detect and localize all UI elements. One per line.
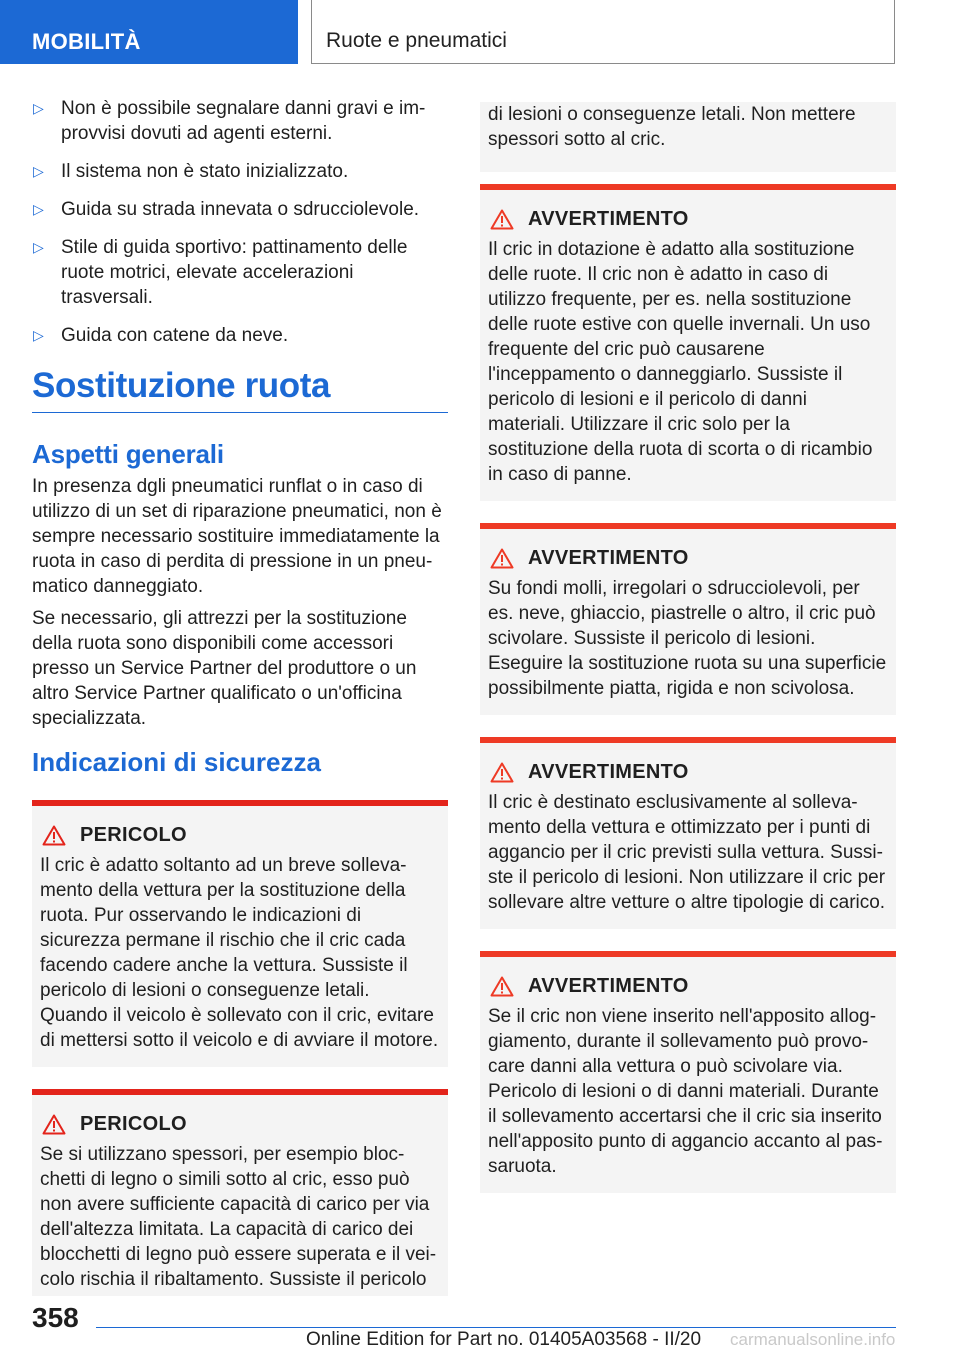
danger-box-2-continuation	[480, 102, 896, 172]
list-item: ▷ Il sistema non è stato inizializzato.	[33, 161, 349, 182]
danger-text: Se si utilizzano spessori, per esempio blocchetti di legno o simili sotto al cric, esso può non avere sufficiente capacità di carico per via dell'altezza limitata. La capacità di carico dei blocchetti di legno può essere superata e il veicolo rischia il ribaltamento. Sussiste il pericolo	[40, 1144, 437, 1290]
warning-box-2	[480, 523, 896, 715]
warning-triangle-icon	[490, 209, 514, 230]
page-number: 358	[32, 1302, 79, 1333]
list-item: ▷ Stile di guida sportivo: pattinamento delle ruote motrici, elevate accelerazioni trasversali.	[33, 237, 408, 308]
bullet-triangle-icon: ▷	[33, 239, 44, 255]
danger-box-2	[32, 1089, 448, 1296]
header-chapter-tab	[311, 0, 895, 64]
bullet-triangle-icon: ▷	[33, 327, 44, 343]
warning-label: AVVERTIMENTO	[528, 208, 689, 230]
warning-text: Il cric in dotazione è adatto alla sostituzione delle ruote. Il cric non è adatto in caso di utilizzo frequente, per es. nella sostituzione delle ruote estive con quelle invernali. Un uso frequente del cric può causarene l'inceppamento o danneggiarlo. Sussiste il pericolo di lesioni e il pericolo di danni materiali. Utilizzare il cric solo per la sostituzione della ruota di scorta o di ricambio in caso di panne.	[488, 239, 873, 485]
subsection-title-safety: Indicazioni di sicurezza	[32, 747, 321, 777]
warning-box-4	[480, 951, 896, 1193]
warning-triangle-icon	[490, 762, 514, 783]
list-item: ▷ Non è possibile segnalare danni gravi e improvvisi dovuti ad agenti esterni.	[33, 98, 426, 144]
warning-triangle-icon	[42, 1114, 66, 1135]
danger-label: PERICOLO	[80, 1113, 187, 1135]
right-column	[480, 102, 896, 1193]
paragraph-general-1: In presenza dgli pneumatici runflat o in caso di utilizzo di un set di riparazione pneumatici, non è sempre necessario sostituire immediatamente la ruota in caso di perdita di pressione in un pneumatico danneggiato.	[32, 476, 442, 597]
left-column	[32, 96, 448, 1296]
bullet-triangle-icon: ▷	[33, 163, 44, 179]
warning-triangle-icon	[490, 548, 514, 569]
bullet-triangle-icon: ▷	[33, 100, 44, 116]
danger-text: Il cric è adatto soltanto ad un breve sollevamento della vettura per la sostituzione della ruota. Pur osservando le indicazioni di sicurezza permane il rischio che il cric cada facendo cadere anche la vettura. Sussiste il pericolo di lesioni o conseguenze letali. Quando il veicolo è sollevato con il cric, evitare di mettersi sotto il veicolo e di avviare il motore.	[40, 855, 439, 1051]
header-section-tab	[0, 0, 298, 64]
header-section-label: MOBILITÀ	[32, 29, 141, 54]
section-title: Sostituzione ruota	[32, 366, 448, 413]
list-item: ▷ Guida su strada innevata o sdrucciolevole.	[33, 199, 420, 220]
warning-label: AVVERTIMENTO	[528, 975, 689, 997]
warning-text: Il cric è destinato esclusivamente al sollevamento della vettura e ottimizzato per i punti di aggancio per il cric previsti sulla vettura. Sussiste il pericolo di lesioni. Non utilizzare il cric per sollevare altre vetture o altre tipologie di carico.	[488, 792, 886, 913]
subsection-title-general: Aspetti generali	[32, 439, 224, 469]
warning-box-3	[480, 737, 896, 929]
warning-label: AVVERTIMENTO	[528, 547, 689, 569]
warning-text: Su fondi molli, irregolari o sdrucciolevoli, per es. neve, ghiaccio, piastrelle o altro, il cric può scivolare. Sussiste il pericolo di lesioni. Eseguire la sostituzione ruota su una superficie possibilmente piatta, rigida e non scivolosa.	[488, 578, 887, 699]
warning-box-1	[480, 184, 896, 501]
danger-text-continuation: di lesioni o conseguenze letali. Non mettere spessori sotto al cric.	[488, 104, 856, 150]
footer-divider	[96, 1327, 896, 1328]
list-item: ▷ Guida con catene da neve.	[33, 325, 289, 346]
bullet-triangle-icon: ▷	[33, 201, 44, 217]
paragraph-general-2: Se necessario, gli attrezzi per la sostituzione della ruota sono disponibili come accessori presso un Service Partner del produttore o un altro Service Partner qualificato o un'officina specializzata.	[32, 608, 417, 729]
condition-list	[32, 96, 448, 348]
warning-label: AVVERTIMENTO	[528, 761, 689, 783]
footer-edition: Online Edition for Part no. 01405A03568 - II/20	[306, 1329, 702, 1350]
warning-triangle-icon	[42, 825, 66, 846]
warning-triangle-icon	[490, 976, 514, 997]
watermark: carmanualsonline.info	[730, 1330, 896, 1349]
warning-text: Se il cric non viene inserito nell'apposito alloggiamento, durante il sollevamento può provocare danni alla vettura o può scivolare via. Pericolo di lesioni o di danni materiali. Durante il sollevamento accertarsi che il cric sia inserito nell'apposito punto di aggancio accanto al passaruota.	[488, 1006, 883, 1177]
danger-label: PERICOLO	[80, 824, 187, 846]
danger-box-1	[32, 800, 448, 1067]
header-chapter-label: Ruote e pneumatici	[326, 29, 507, 52]
